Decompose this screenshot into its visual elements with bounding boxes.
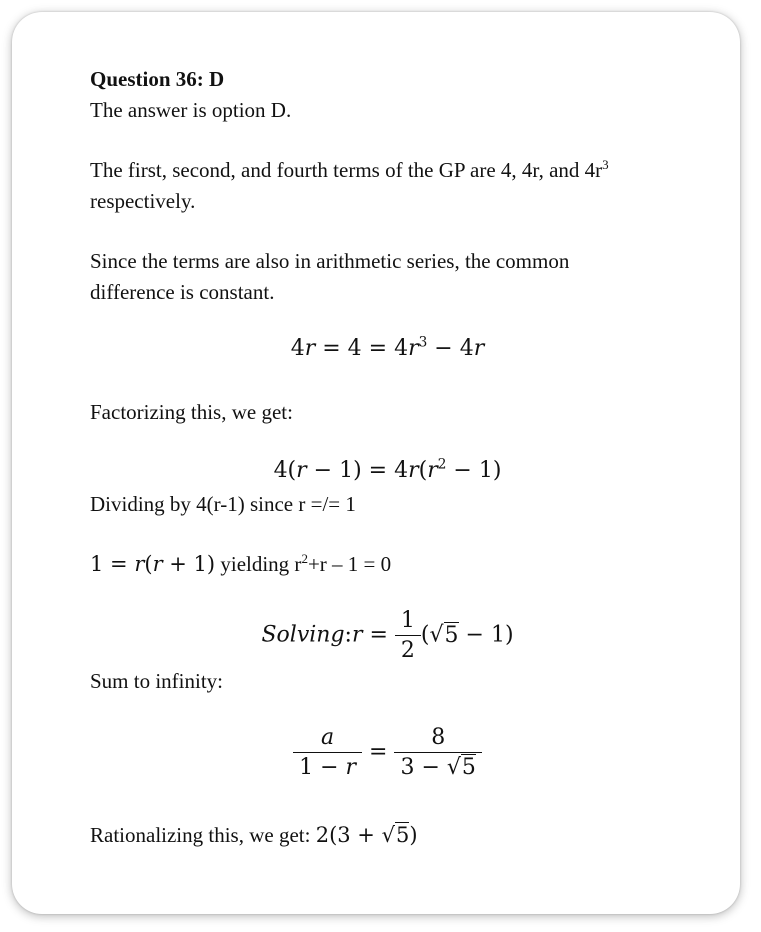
fraction-numerator: 1 (395, 608, 421, 636)
rational-close: ) (409, 823, 418, 847)
gp-terms-line2: respectively. (90, 189, 196, 213)
gp-terms-text: The first, second, and fourth terms of the GP are 4, 4r, and 4r (90, 158, 603, 182)
rationalizing-text: Rationalizing this, we get: (90, 823, 316, 847)
den-part: 1 − (299, 755, 346, 780)
fraction-denominator: 2 (400, 638, 415, 663)
yield-text2: +r – 1 = 0 (307, 552, 392, 576)
eq2-part: − 1) (446, 458, 502, 483)
fraction-denominator (394, 753, 481, 780)
gp-terms-line1 (90, 155, 609, 186)
answer-line: The answer is option D. (90, 98, 292, 122)
eq1-var-b: r (408, 336, 419, 361)
eq1-var: r (304, 336, 316, 361)
eq1-mid: = 4 = 4 (315, 336, 409, 361)
eq2-var: r (427, 458, 438, 483)
rationalizing-line (90, 820, 418, 851)
yield-part: ( (144, 552, 153, 576)
eq1-exp: 3 (418, 334, 428, 351)
solving-fraction (395, 608, 421, 663)
factorizing-text: Factorizing this, we get: (90, 400, 293, 424)
solving-open: (√ (420, 622, 444, 648)
arith-line1: Since the terms are also in arithmetic series, the common (90, 249, 570, 273)
sum-fraction-right (394, 725, 481, 780)
yielding-line (90, 549, 391, 580)
solving-label: Solving (261, 622, 345, 648)
dividing-text: Dividing by 4(r-1) since r =/= 1 (90, 492, 356, 516)
solving-colon: : (344, 622, 352, 648)
equation-2 (12, 458, 761, 483)
equation-1 (12, 336, 761, 361)
rationalizing-math (316, 822, 418, 847)
fraction-numerator: 8 (394, 725, 481, 753)
solving-radicand: 5 (444, 622, 459, 648)
solving-var: r (351, 622, 363, 648)
solving-eq: = (362, 622, 395, 648)
question-heading: Question 36: D (90, 67, 225, 91)
fraction-denominator (293, 753, 362, 780)
yield-text: yielding r (215, 552, 302, 576)
den-radicand: 5 (461, 755, 476, 780)
eq2-var: r (296, 458, 307, 483)
solving-close: − 1) (458, 622, 514, 648)
eq1-minus: − 4 (427, 336, 474, 361)
yield-var: r (152, 552, 163, 576)
sum-to-infinity-text: Sum to infinity: (90, 669, 224, 693)
rational-radicand: 5 (395, 823, 410, 847)
yield-var: r (134, 552, 145, 576)
yield-part: 1 = (90, 552, 135, 576)
sum-fraction-left (293, 725, 362, 780)
yield-part: + 1) (162, 552, 216, 576)
eq2-part: 4( (273, 458, 297, 483)
solving-equation (12, 608, 761, 663)
sum-equation (12, 725, 761, 780)
yield-exp: 2 (301, 550, 308, 566)
eq2-part: − 1) = 4 (306, 458, 409, 483)
eq2-exp: 2 (437, 456, 447, 473)
den-var: r (345, 755, 357, 780)
fraction-numerator: a (293, 725, 362, 753)
sum-eq-sign: = (362, 739, 395, 765)
arith-line2: difference is constant. (90, 280, 275, 304)
den-part: 3 − √ (400, 755, 461, 780)
eq2-var: r (408, 458, 419, 483)
eq2-part: ( (418, 458, 428, 483)
yield-math (90, 552, 215, 576)
eq1-coef: 4 (290, 336, 305, 361)
gp-terms-exponent: 3 (602, 156, 609, 172)
rational-part: 2(3 + √ (315, 823, 395, 847)
eq1-var-c: r (473, 336, 485, 361)
